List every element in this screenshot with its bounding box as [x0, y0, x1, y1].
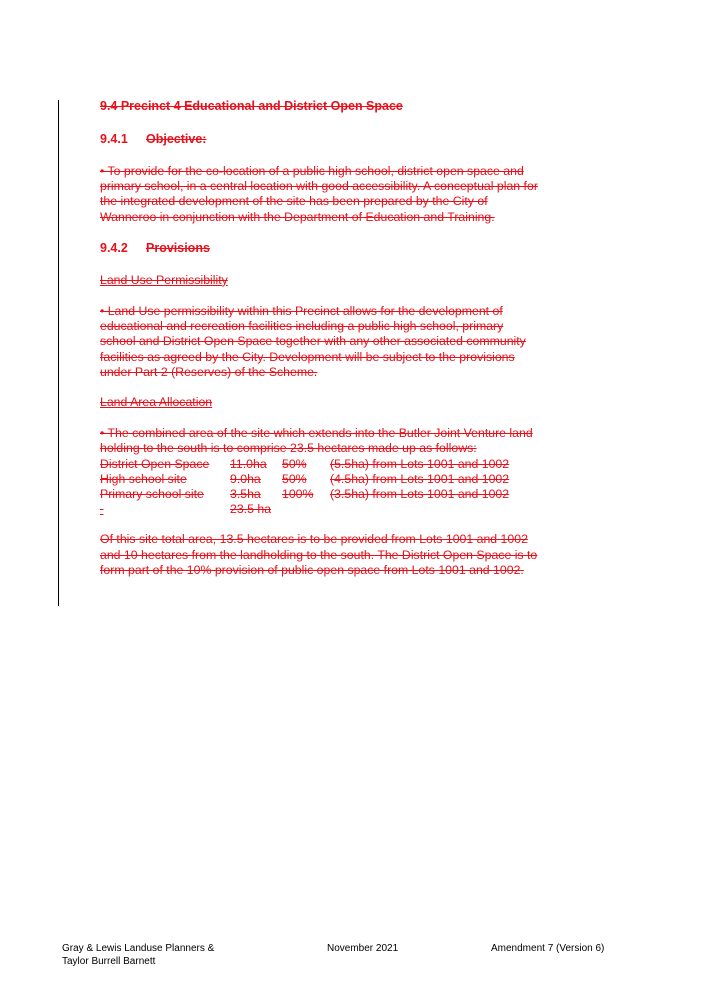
- land-area-text: • The combined area of the site which extends into the Butler Joint Venture land holding to the south is to comprise 23.5 hectares made up as follows:: [100, 426, 533, 456]
- deleted-section: [100, 98, 540, 593]
- allocation-name: Primary school site: [100, 487, 204, 502]
- provisions-number: 9.4.2: [100, 240, 128, 255]
- change-bar: [58, 100, 59, 606]
- allocation-share: 100%: [282, 487, 314, 502]
- allocation-area: 9.0ha: [230, 471, 261, 486]
- allocation-total: 23.5 ha: [230, 502, 272, 517]
- allocation-share: 50%: [282, 456, 307, 471]
- allocation-area: 11.0ha: [230, 456, 267, 471]
- allocation-row: [100, 472, 540, 487]
- allocation-row: [100, 487, 540, 502]
- land-area-heading: Land Area Allocation: [100, 395, 213, 410]
- land-use-heading: Land Use Permissibility: [100, 272, 228, 287]
- allocation-share: 50%: [282, 471, 307, 486]
- land-area-closing: Of this site total area, 13.5 hectares is to be provided from Lots 1001 and 1002 and 10 hectares from the landholding to the south. The District Open Space is to form part of the 10% provision of public open space from Lots 1001 and 1002.: [100, 532, 538, 577]
- allocation-name: District Open Space: [100, 456, 210, 471]
- allocation-row: [100, 457, 540, 472]
- objective-label: Objective:: [146, 132, 207, 146]
- footer-date: November 2021: [327, 943, 399, 954]
- section-title: 9.4 Precinct 4 Educational and District Open Space: [100, 99, 403, 113]
- allocation-detail: (5.5ha) from Lots 1001 and 1002: [330, 456, 510, 471]
- allocation-detail: (4.5ha) from Lots 1001 and 1002: [330, 471, 510, 486]
- allocation-area: 3.5ha: [230, 487, 261, 502]
- footer-author: [62, 942, 214, 968]
- objective-heading: [100, 131, 540, 148]
- allocation-name: High school site: [100, 471, 187, 486]
- objective-number: 9.4.1: [100, 132, 128, 146]
- allocation-total-row: [100, 502, 540, 517]
- land-use-text: • Land Use permissibility within this Precinct allows for the development of educational and recreation facilities including a public high school, primary school and District Open Space together with any other associated community facilities as agreed by the City. Development will be subject to the provisions under Part 2 (Reserves) of the Scheme.: [100, 304, 526, 379]
- allocation-total-rule: [100, 502, 230, 517]
- provisions-heading: [100, 240, 540, 257]
- provisions-label: Provisions: [146, 240, 210, 255]
- allocation-detail: (3.5ha) from Lots 1001 and 1002: [330, 487, 510, 502]
- objective-text: • To provide for the co-location of a public high school, district open space and primary school, in a central location with good accessibility. A conceptual plan for the integrated development of the site has been prepared by the City of Wanneroo in conjunction with the Department of Education and Training.: [100, 164, 538, 224]
- footer-author-line2: Taylor Burrell Barnett: [62, 956, 156, 967]
- footer-amendment: Amendment 7 (Version 6): [491, 943, 605, 954]
- footer-author-line1: Gray & Lewis Landuse Planners &: [62, 943, 215, 954]
